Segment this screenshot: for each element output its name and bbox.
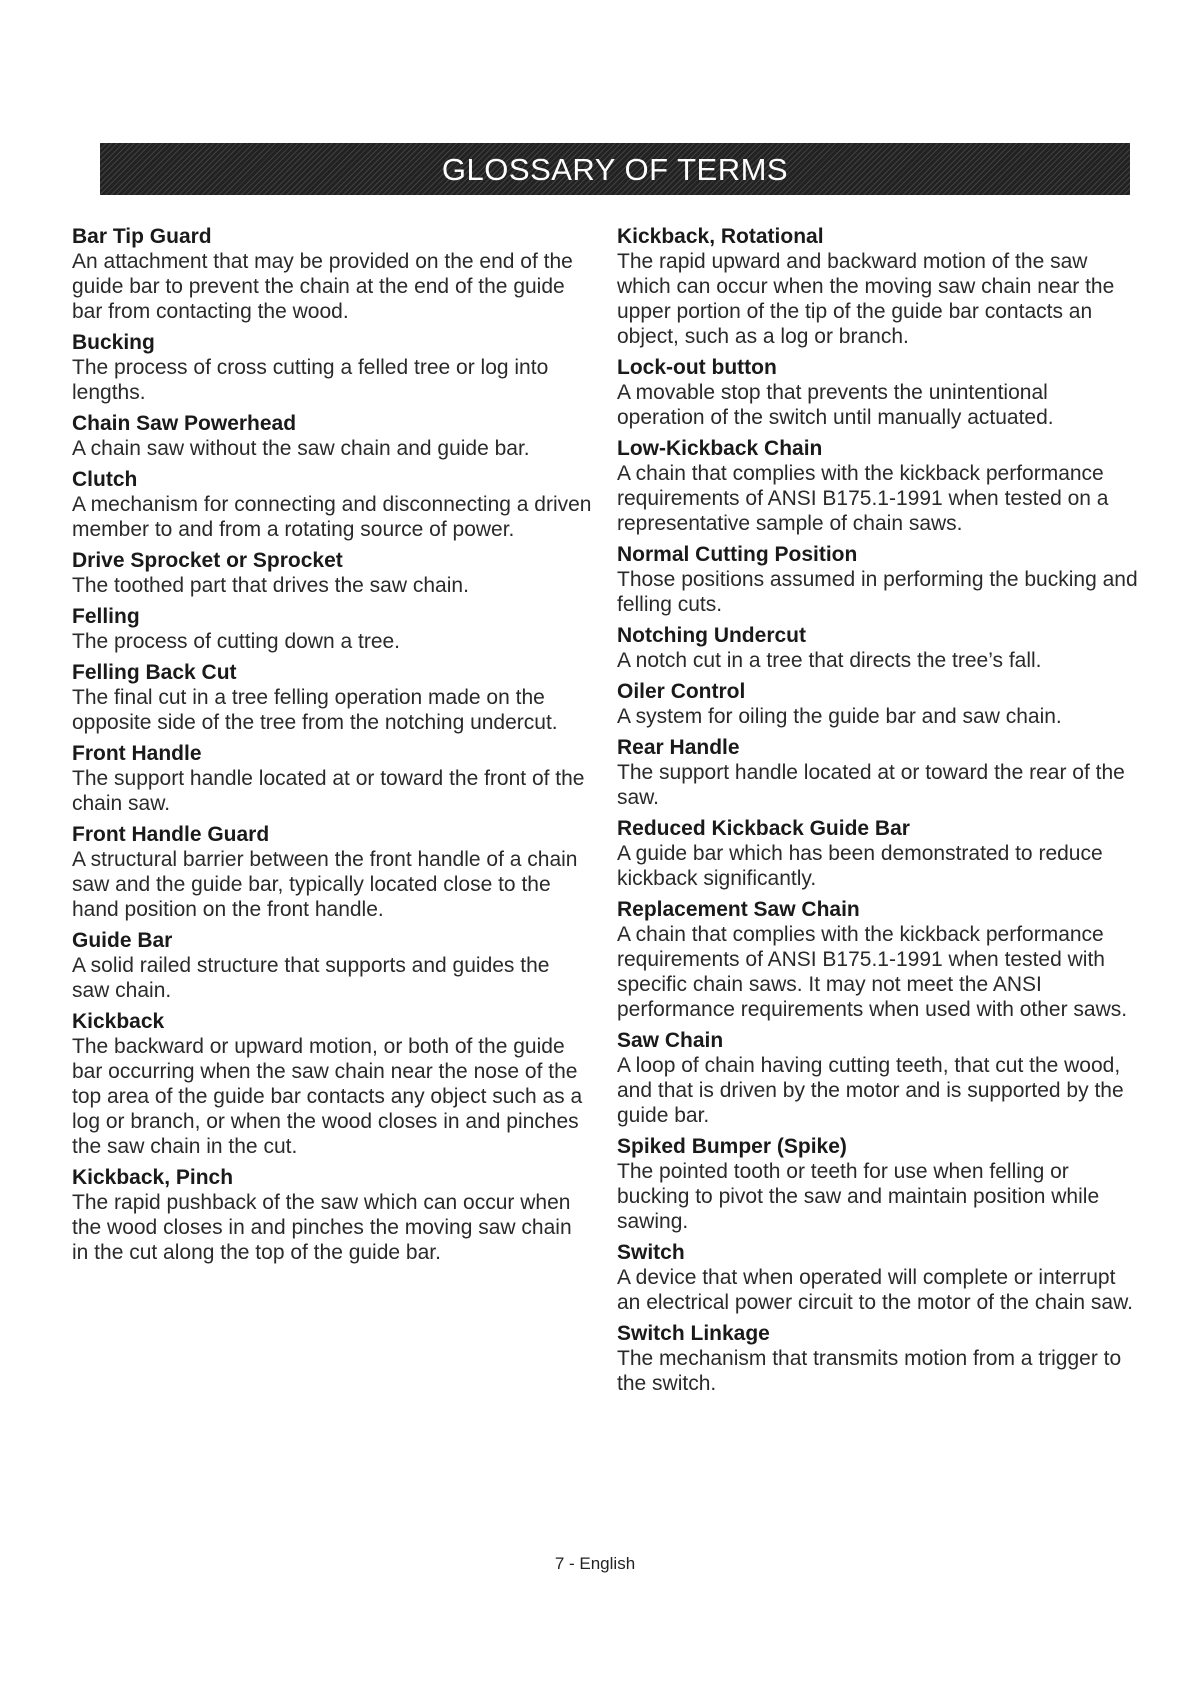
glossary-term: Switch bbox=[617, 1241, 685, 1264]
glossary-entry bbox=[72, 928, 592, 1003]
glossary-entry bbox=[617, 816, 1139, 891]
glossary-term: Front Handle bbox=[72, 742, 202, 765]
glossary-entry bbox=[72, 822, 592, 922]
glossary-definition: A chain that complies with the kickback performance requirements of ANSI B175.1-1991 when tested with specific chain saws. It may not meet the ANSI performance requirements when used with other saws. bbox=[617, 923, 1128, 1021]
glossary-definition: The pointed tooth or teeth for use when felling or bucking to pivot the saw and maintain position while sawing. bbox=[617, 1160, 1100, 1233]
glossary-term: Chain Saw Powerhead bbox=[72, 412, 297, 435]
glossary-entry bbox=[617, 1134, 1139, 1234]
glossary-term: Felling bbox=[72, 605, 140, 628]
glossary-term: Bucking bbox=[72, 331, 155, 354]
glossary-entry bbox=[617, 1028, 1139, 1128]
glossary-entry bbox=[72, 330, 592, 405]
glossary-entry bbox=[617, 679, 1139, 729]
glossary-entry bbox=[72, 467, 592, 542]
glossary-definition: A solid railed structure that supports and guides the saw chain. bbox=[72, 954, 550, 1002]
glossary-term: Switch Linkage bbox=[617, 1322, 770, 1345]
glossary-definition: The support handle located at or toward the rear of the saw. bbox=[617, 761, 1125, 809]
glossary-entry bbox=[617, 735, 1139, 810]
glossary-term: Oiler Control bbox=[617, 680, 746, 703]
glossary-term: Front Handle Guard bbox=[72, 823, 270, 846]
glossary-definition: A mechanism for connecting and disconnecting a driven member to and from a rotating source of power. bbox=[72, 493, 592, 541]
glossary-definition: An attachment that may be provided on the end of the guide bar to prevent the chain at the end of the guide bar from contacting the wood. bbox=[72, 250, 573, 323]
page-title: GLOSSARY OF TERMS bbox=[441, 151, 789, 187]
glossary-definition: A guide bar which has been demonstrated to reduce kickback significantly. bbox=[617, 842, 1103, 890]
glossary-entry bbox=[617, 542, 1139, 617]
glossary-entry bbox=[617, 355, 1139, 430]
glossary-entry bbox=[617, 224, 1139, 349]
glossary-term: Rear Handle bbox=[617, 736, 740, 759]
glossary-term: Reduced Kickback Guide Bar bbox=[617, 817, 910, 840]
glossary-term: Bar Tip Guard bbox=[72, 225, 212, 248]
glossary-definition: A structural barrier between the front handle of a chain saw and the guide bar, typically located close to the hand position on the front handle. bbox=[72, 848, 578, 921]
glossary-term: Notching Undercut bbox=[617, 624, 806, 647]
glossary-entry bbox=[72, 741, 592, 816]
glossary-definition: A loop of chain having cutting teeth, that cut the wood, and that is driven by the motor and is supported by the guide bar. bbox=[617, 1054, 1124, 1127]
glossary-term: Kickback, Rotational bbox=[617, 225, 824, 248]
glossary-entry bbox=[72, 1009, 592, 1159]
glossary-entry bbox=[617, 897, 1139, 1022]
glossary-entry bbox=[617, 1240, 1139, 1315]
glossary-term: Low-Kickback Chain bbox=[617, 437, 823, 460]
glossary-term: Lock-out button bbox=[617, 356, 777, 379]
glossary-banner bbox=[100, 143, 1130, 195]
glossary-definition: The mechanism that transmits motion from a trigger to the switch. bbox=[617, 1347, 1122, 1395]
glossary-term: Guide Bar bbox=[72, 929, 173, 952]
glossary-term: Normal Cutting Position bbox=[617, 543, 858, 566]
glossary-entry bbox=[72, 604, 592, 654]
glossary-column-left bbox=[72, 224, 592, 1271]
glossary-term: Clutch bbox=[72, 468, 138, 491]
glossary-definition: The rapid upward and backward motion of the saw which can occur when the moving saw chain near the upper portion of the tip of the guide bar contacts an object, such as a log or branch. bbox=[617, 250, 1115, 348]
glossary-term: Saw Chain bbox=[617, 1029, 724, 1052]
glossary-entry bbox=[617, 623, 1139, 673]
glossary-definition: A chain that complies with the kickback performance requirements of ANSI B175.1-1991 when tested on a representative sample of chain saws. bbox=[617, 462, 1109, 535]
glossary-entry bbox=[72, 548, 592, 598]
glossary-term: Kickback, Pinch bbox=[72, 1166, 234, 1189]
glossary-definition: The support handle located at or toward the front of the chain saw. bbox=[72, 767, 585, 815]
glossary-entry bbox=[72, 660, 592, 735]
glossary-definition: A device that when operated will complete or interrupt an electrical power circuit to the motor of the chain saw. bbox=[617, 1266, 1133, 1314]
glossary-entry bbox=[617, 1321, 1139, 1396]
glossary-term: Drive Sprocket or Sprocket bbox=[72, 549, 343, 572]
glossary-entry bbox=[72, 411, 592, 461]
glossary-definition: The backward or upward motion, or both of the guide bar occurring when the saw chain near the nose of the top area of the guide bar contacts any object such as a log or branch, or when the wood closes in and pinches the saw chain in the cut. bbox=[72, 1035, 583, 1158]
glossary-entry bbox=[617, 436, 1139, 536]
glossary-definition: The final cut in a tree felling operation made on the opposite side of the tree from the notching undercut. bbox=[72, 686, 558, 734]
glossary-entry bbox=[72, 224, 592, 324]
glossary-definition: A system for oiling the guide bar and saw chain. bbox=[617, 705, 1062, 728]
glossary-definition: The toothed part that drives the saw chain. bbox=[72, 574, 469, 597]
glossary-term: Spiked Bumper (Spike) bbox=[617, 1135, 847, 1158]
glossary-definition: The process of cross cutting a felled tree or log into lengths. bbox=[72, 356, 549, 404]
glossary-definition: A notch cut in a tree that directs the tree’s fall. bbox=[617, 649, 1042, 672]
glossary-term: Replacement Saw Chain bbox=[617, 898, 860, 921]
glossary-term: Kickback bbox=[72, 1010, 165, 1033]
glossary-entry bbox=[72, 1165, 592, 1265]
glossary-term: Felling Back Cut bbox=[72, 661, 237, 684]
glossary-definition: A chain saw without the saw chain and guide bar. bbox=[72, 437, 530, 460]
glossary-definition: Those positions assumed in performing the bucking and felling cuts. bbox=[617, 568, 1138, 616]
glossary-column-right bbox=[617, 224, 1139, 1402]
page-number: 7 - English bbox=[554, 1554, 636, 1573]
glossary-definition: A movable stop that prevents the unintentional operation of the switch until manually actuated. bbox=[617, 381, 1054, 429]
glossary-definition: The rapid pushback of the saw which can occur when the wood closes in and pinches the moving saw chain in the cut along the top of the guide bar. bbox=[72, 1191, 572, 1264]
glossary-definition: The process of cutting down a tree. bbox=[72, 630, 401, 653]
